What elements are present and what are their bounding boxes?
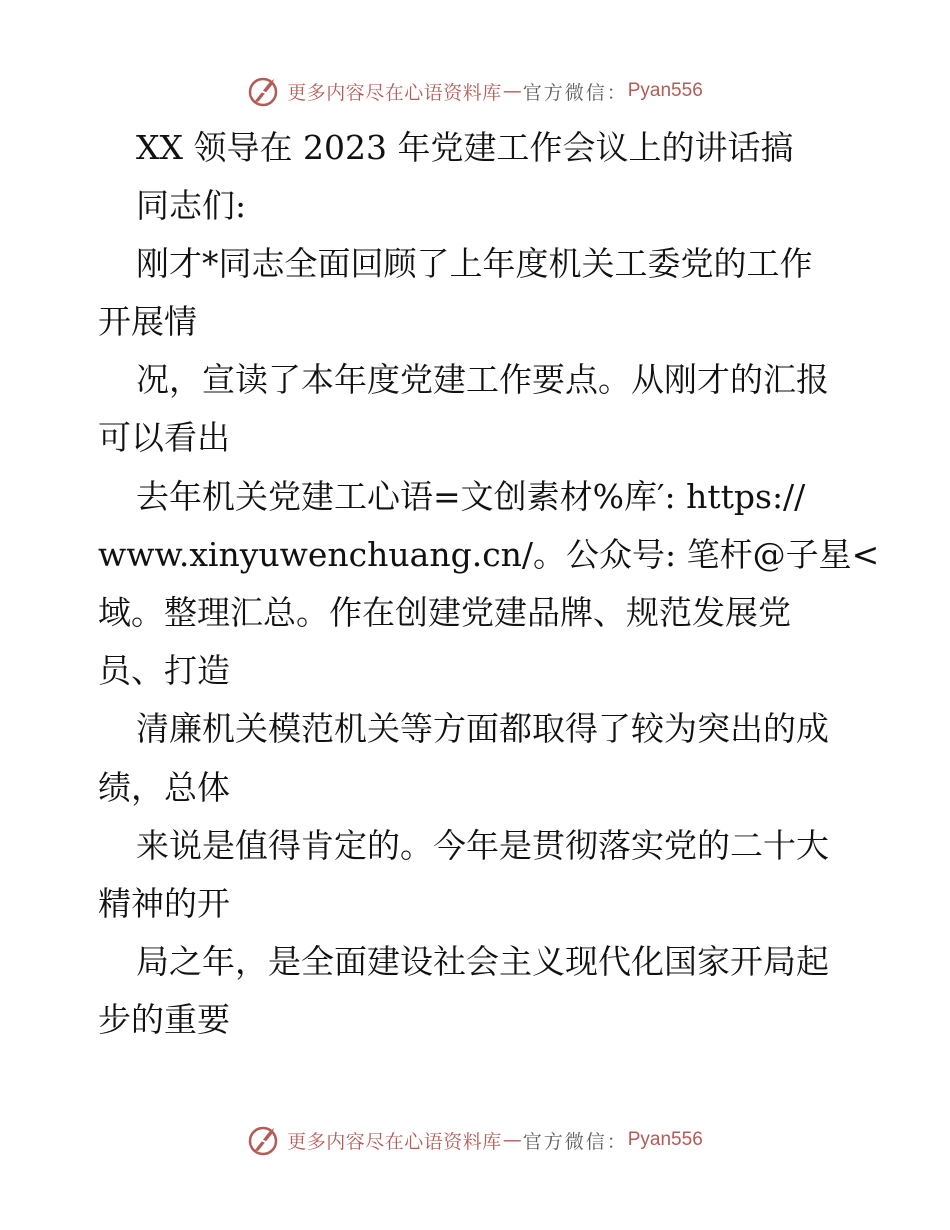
pen-logo-icon xyxy=(247,1123,281,1157)
paragraph-line: 域。整理汇总。作在创建党建品牌、规范发展党 xyxy=(98,593,791,632)
header-banner xyxy=(0,71,950,111)
banner-wechat-label: 官方微信： xyxy=(522,1130,628,1153)
paragraph-line: 步的重要 xyxy=(98,1000,230,1039)
paragraph-line: 员、打造 xyxy=(98,651,230,690)
paragraph-line: 清廉机关模范机关等方面都取得了较为突出的成 xyxy=(136,709,829,748)
paragraph-line: www.xinyuwenchuang.cn/。公众号: 笔杆@子星< xyxy=(98,535,880,574)
banner-dash: — xyxy=(502,80,522,102)
paragraph-line: 局之年，是全面建设社会主义现代化国家开局起 xyxy=(136,942,829,981)
footer-banner xyxy=(0,1120,950,1160)
banner-wechat-id: Pyan556 xyxy=(627,80,703,101)
paragraph-line: 开展情 xyxy=(98,302,197,341)
paragraph-line: 况，宣读了本年度党建工作要点。从刚才的汇报 xyxy=(136,360,829,399)
pen-logo-icon xyxy=(247,74,281,108)
document-title: XX 领导在 2023 年党建工作会议上的讲话搞 xyxy=(136,128,794,167)
banner-wechat-id: Pyan556 xyxy=(627,1129,703,1150)
paragraph-line: 刚才*同志全面回顾了上年度机关工委党的工作 xyxy=(136,244,813,283)
banner-slogan: 更多内容尽在心语资料库 xyxy=(287,1130,502,1153)
paragraph-line: 绩，总体 xyxy=(98,768,230,807)
paragraph-line: 可以看出 xyxy=(98,418,230,457)
banner-wechat-label: 官方微信： xyxy=(522,81,628,104)
paragraph-line: 精神的开 xyxy=(98,884,230,923)
banner-slogan: 更多内容尽在心语资料库 xyxy=(287,81,502,104)
paragraph-line: 去年机关党建工心语=文创素材%库′: https:// xyxy=(136,477,806,516)
paragraph-line: 来说是值得肯定的。今年是贯彻落实党的二十大 xyxy=(136,826,829,865)
greeting: 同志们: xyxy=(136,186,247,225)
banner-dash: — xyxy=(502,1129,522,1151)
